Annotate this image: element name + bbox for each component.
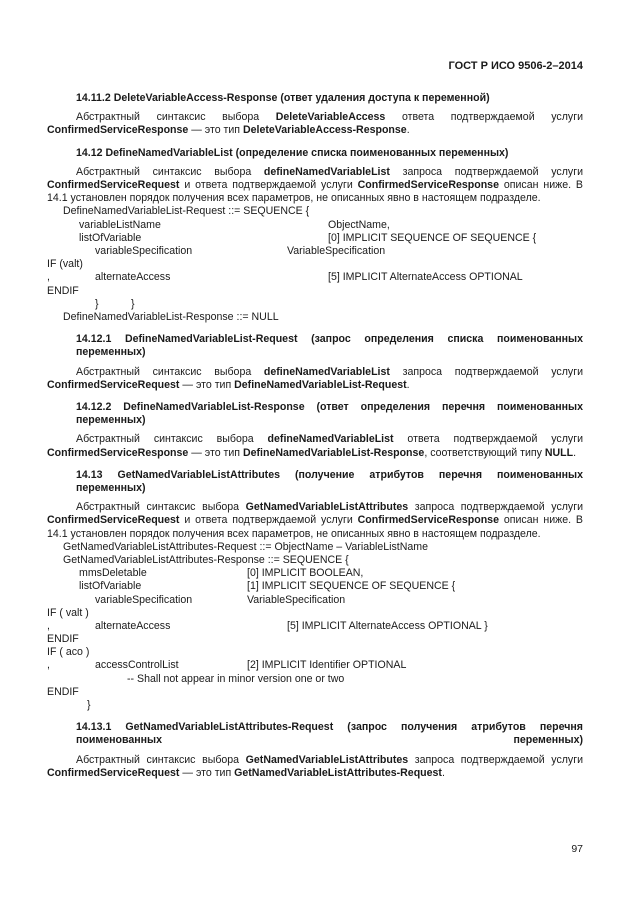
- section-heading-14-13-1: 14.13.1 GetNamedVariableListAttributes-Request (запрос получения атрибутов перечня поименованных переменных): [76, 721, 583, 747]
- page-content: [47, 92, 583, 780]
- code-block-define-named-variable-list: DefineNamedVariableList-Request ::= SEQUENCE { variableListName ObjectName, listOfVariable [0] IMPLICIT SEQUENCE OF SEQUENCE { variableSpecification VariableSpecification IF (valt) , alternateAccess [5] IMPLICIT AlternateAccess OPTIONAL ENDIF } } DefineNamedVariableList-Response ::= NULL: [47, 205, 537, 323]
- paragraph: Абстрактный синтаксис выбора GetNamedVariableListAttributes запроса подтверждаемой услуги ConfirmedServiceRequest и ответа подтверждаемой услуги ConfirmedServiceResponse описан ниже. В 14.1 установлен порядок получения всех параметров, не описанных явно в настоящем подразделе.: [47, 501, 583, 540]
- paragraph: Абстрактный синтаксис выбора defineNamedVariableList ответа подтверждаемой услуги ConfirmedServiceResponse — это тип DefineNamedVariableList-Response, соответствующий типу NULL.: [47, 433, 583, 459]
- document-header: ГОСТ Р ИСО 9506-2–2014: [448, 60, 583, 72]
- paragraph: Абстрактный синтаксис выбора GetNamedVariableListAttributes запроса подтверждаемой услуги ConfirmedServiceRequest — это тип GetNamedVariableListAttributes-Request.: [47, 753, 583, 779]
- section-heading-14-12-1: 14.12.1 DefineNamedVariableList-Request (запрос определения списка поименованных переменных): [76, 333, 583, 359]
- page-number: 97: [571, 843, 583, 855]
- section-heading-14-13: 14.13 GetNamedVariableListAttributes (получение атрибутов перечня поименованных переменных): [76, 468, 583, 494]
- section-heading-14-12-2: 14.12.2 DefineNamedVariableList-Response (ответ определения перечня поименованных переменных): [76, 400, 583, 427]
- paragraph: Абстрактный синтаксис выбора defineNamedVariableList запроса подтверждаемой услуги ConfirmedServiceRequest и ответа подтверждаемой услуги ConfirmedServiceResponse описан ниже. В 14.1 установлен порядок получения всех параметров, не описанных явно в настоящем подразделе.: [47, 165, 583, 205]
- section-heading-14-11-2: 14.11.2 DeleteVariableAccess-Response (ответ удаления доступа к переменной): [76, 92, 490, 104]
- code-block-get-named-variable-list-attributes: GetNamedVariableListAttributes-Request ::= ObjectName – VariableListName GetNamedVariableListAttributes-Response ::= SEQUENCE { mmsDeletable [0] IMPLICIT BOOLEAN, listOfVariable [1] IMPLICIT SEQUENCE OF SEQUENCE { variableSpecification VariableSpecification IF ( valt ) , alternateAccess [5] IMPLICIT AlternateAccess OPTIONAL } ENDIF IF ( aco ) , accessControlList [2] IMPLICIT Identifier OPTIONAL -- Shall not appear in minor version one or two ENDIF }: [47, 540, 488, 711]
- section-heading-14-12: 14.12 DefineNamedVariableList (определение списка поименованных переменных): [76, 146, 509, 159]
- paragraph: Абстрактный синтаксис выбора DeleteVariableAccess ответа подтверждаемой услуги ConfirmedServiceResponse — это тип DeleteVariableAccess-Response.: [47, 111, 583, 137]
- paragraph: Абстрактный синтаксис выбора defineNamedVariableList запроса подтверждаемой услуги ConfirmedServiceRequest — это тип DefineNamedVariableList-Request.: [47, 365, 583, 391]
